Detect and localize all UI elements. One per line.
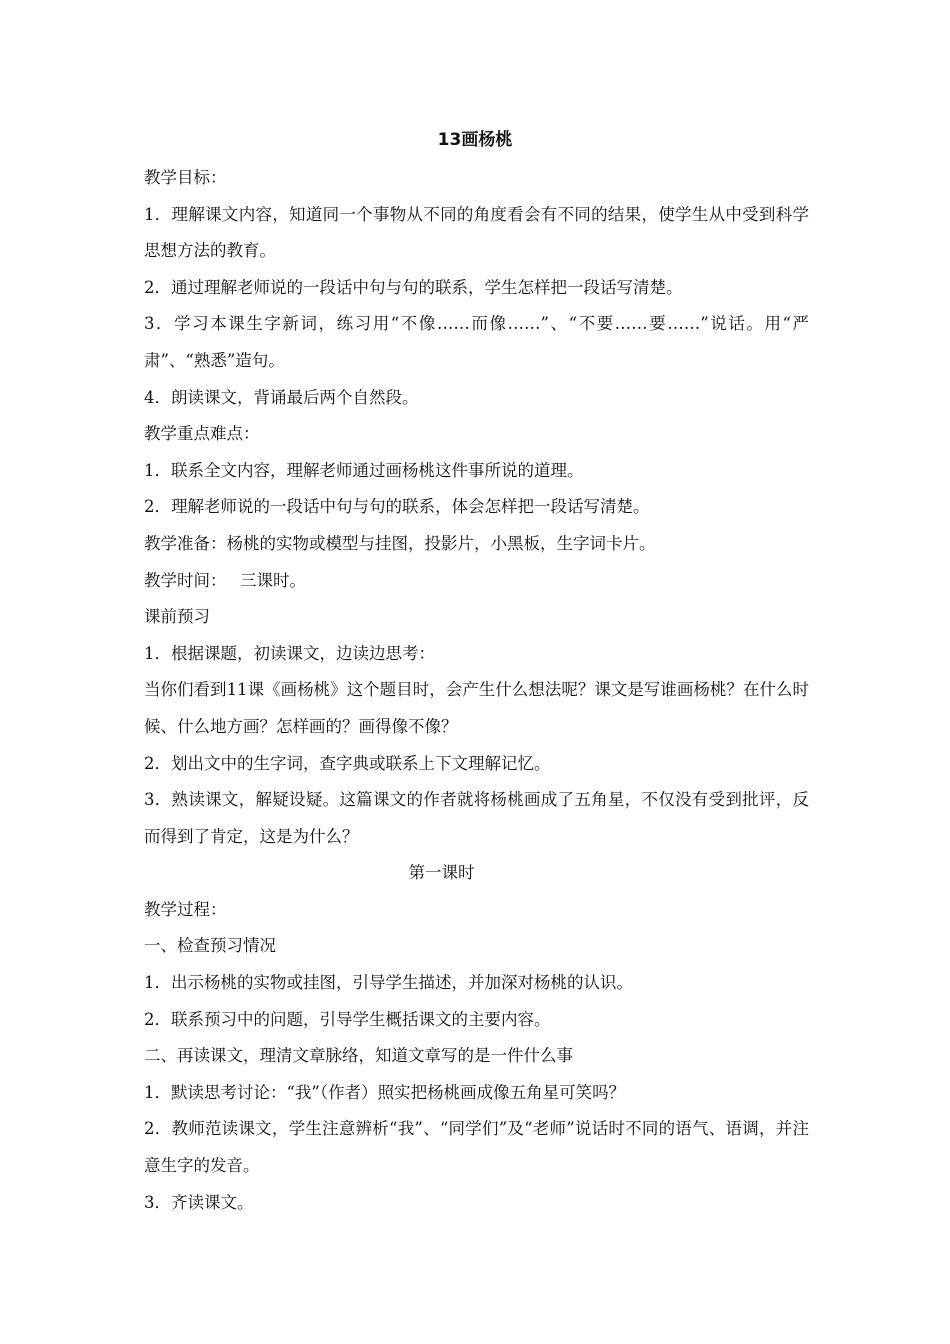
process-step-1-item-2: 2．联系预习中的问题，引导学生概括课文的主要内容。: [144, 1009, 551, 1029]
preview-item-2: 2．划出文中的生字词，查字典或联系上下文理解记忆。: [144, 753, 551, 773]
goal-item-2: 2．通过理解老师说的一段话中句与句的联系，学生怎样把一段话写清楚。: [144, 277, 683, 297]
preview-question: 当你们看到11课《画杨桃》这个题目时，会产生什么想法呢？课文是写谁画杨桃？在什么时候、什么地方画？怎样画的？画得像不像？: [144, 680, 809, 736]
document-body: [144, 160, 809, 1221]
document-title: 13画杨桃: [437, 130, 513, 150]
teaching-preparation: 教学准备：杨桃的实物或模型与挂图，投影片，小黑板，生字词卡片。: [144, 533, 656, 553]
section-heading-process: 教学过程：: [144, 899, 227, 919]
goal-item-4: 4．朗读课文，背诵最后两个自然段。: [144, 387, 419, 407]
section-heading-key-points: 教学重点难点：: [144, 424, 260, 444]
process-step-1-item-1: 1．出示杨桃的实物或挂图，引导学生描述，并加深对杨桃的认识。: [144, 973, 633, 993]
key-point-item-2: 2．理解老师说的一段话中句与句的联系，体会怎样把一段话写清楚。: [144, 497, 650, 517]
process-step-2-item-2: 2．教师范读课文，学生注意辨析“我”、“同学们”及“老师”说话时不同的语气、语调，并注意生字的发音。: [144, 1119, 809, 1176]
process-step-2-heading: 二、再读课文，理清文章脉络，知道文章写的是一件什么事: [144, 1046, 573, 1066]
section-heading-preview: 课前预习: [144, 607, 210, 627]
goal-item-1: 1．理解课文内容，知道同一个事物从不同的角度看会有不同的结果，使学生从中受到科学思想方法的教育。: [144, 204, 809, 261]
lesson-heading: 第一课时: [408, 863, 475, 883]
section-heading-goals: 教学目标：: [144, 168, 227, 187]
preview-item-3: 3．熟读课文，解疑设疑。这篇课文的作者就将杨桃画成了五角星，不仅没有受到批评，反而得到了肯定，这是为什么？: [144, 790, 809, 846]
process-step-1-heading: 一、检查预习情况: [144, 936, 276, 956]
key-point-item-1: 1．联系全文内容，理解老师通过画杨桃这件事所说的道理。: [144, 460, 584, 480]
process-step-2-item-3: 3．齐读课文。: [144, 1192, 254, 1212]
teaching-time: 教学时间： 三课时。: [144, 570, 306, 590]
preview-item-1: 1．根据课题，初读课文，边读边思考：: [144, 643, 435, 663]
process-step-2-item-1: 1．默读思考讨论：“我”（作者）照实把杨桃画成像五角星可笑吗？: [144, 1082, 626, 1102]
goal-item-3: 3．学习本课生字新词，练习用“不像……而像……”、“不要……要……”说话。用“严肃”、“熟悉”造句。: [144, 314, 809, 370]
